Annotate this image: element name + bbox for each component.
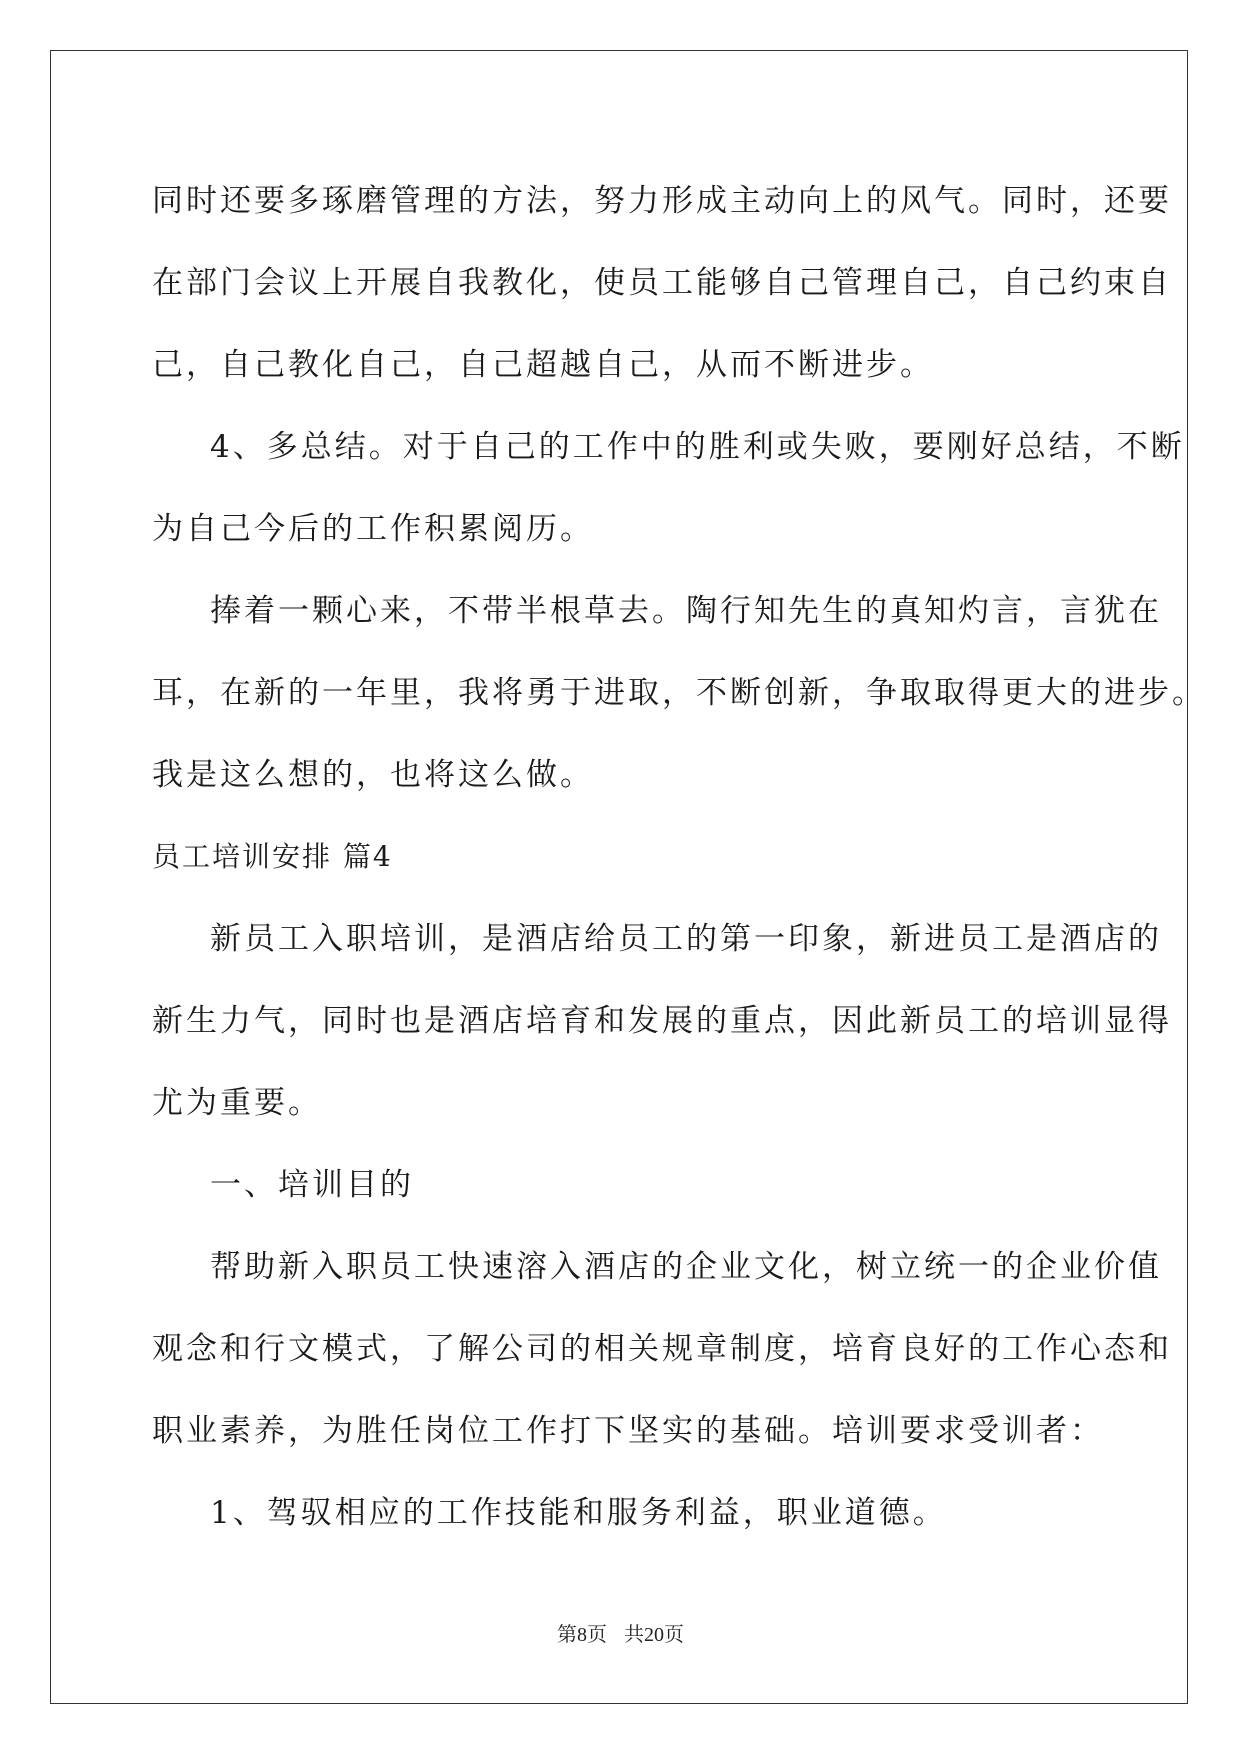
text-line: 耳，在新的一年里，我将勇于进取，不断创新，争取取得更大的进步。 xyxy=(152,675,1206,711)
text-line: 在部门会议上开展自我教化，使员工能够自己管理自己，自己约束自 xyxy=(152,265,1172,301)
text-line: 己，自己教化自己，自己超越自己，从而不断进步。 xyxy=(152,347,934,383)
text-line: 尤为重要。 xyxy=(152,1085,322,1121)
text-line: 1、驾驭相应的工作技能和服务利益，职业道德。 xyxy=(210,1495,947,1531)
text-line: 我是这么想的，也将这么做。 xyxy=(152,757,594,793)
text-line: 捧着一颗心来，不带半根草去。陶行知先生的真知灼言，言犹在 xyxy=(210,593,1162,629)
text-line: 观念和行文模式，了解公司的相关规章制度，培育良好的工作心态和 xyxy=(152,1331,1172,1367)
page-footer xyxy=(0,1618,1241,1647)
text-line: 4、多总结。对于自己的工作中的胜利或失败，要刚好总结，不断 xyxy=(210,429,1185,465)
text-line: 新生力气，同时也是酒店培育和发展的重点，因此新员工的培训显得 xyxy=(152,1003,1172,1039)
text-line: 帮助新入职员工快速溶入酒店的企业文化，树立统一的企业价值 xyxy=(210,1249,1162,1285)
section-heading: 员工培训安排 篇4 xyxy=(152,840,393,873)
page-number: 第8页 xyxy=(557,1624,607,1646)
text-line: 一、培训目的 xyxy=(210,1167,414,1203)
page-total: 共20页 xyxy=(624,1624,684,1646)
text-line: 同时还要多琢磨管理的方法，努力形成主动向上的风气。同时，还要 xyxy=(152,183,1172,219)
text-line: 新员工入职培训，是酒店给员工的第一印象，新进员工是酒店的 xyxy=(210,921,1162,957)
text-line: 职业素养，为胜任岗位工作打下坚实的基础。培训要求受训者： xyxy=(152,1413,1104,1449)
text-line: 为自己今后的工作积累阅历。 xyxy=(152,511,594,547)
document-body xyxy=(152,160,1206,1554)
